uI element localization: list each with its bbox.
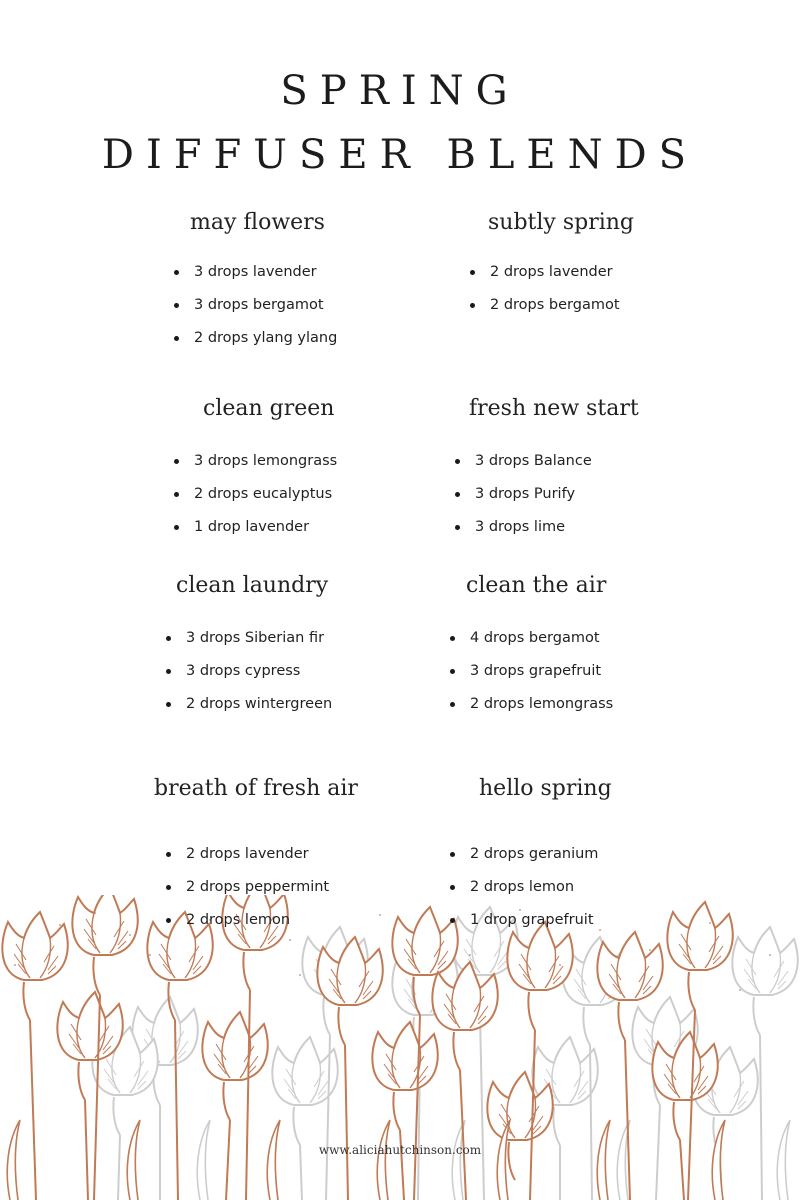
blend-title: clean green xyxy=(203,396,335,421)
ingredient-item: 3 drops lemongrass xyxy=(172,445,483,478)
ingredient-item: 3 drops grapefruit xyxy=(448,655,746,688)
ingredient-item: 3 drops lavender xyxy=(172,256,470,289)
blend-title: clean the air xyxy=(466,573,607,598)
page-title-line-1: SPRING xyxy=(280,68,520,114)
ingredient-item: 3 drops bergamot xyxy=(172,289,470,322)
ingredient-item: 2 drops ylang ylang xyxy=(172,322,470,355)
blend-title: fresh new start xyxy=(469,396,639,421)
ingredient-list xyxy=(448,622,746,721)
blend-title: hello spring xyxy=(479,776,612,801)
ingredient-item: 2 drops lemongrass xyxy=(448,688,746,721)
ingredient-item: 2 drops lavender xyxy=(164,838,434,871)
blend-breath-of-fresh-air xyxy=(154,776,434,937)
ingredient-item: 1 drop grapefruit xyxy=(448,904,759,937)
ingredient-list xyxy=(164,838,434,937)
blend-title: breath of fresh air xyxy=(154,776,358,801)
ingredient-list xyxy=(172,445,483,544)
ingredient-item: 3 drops Balance xyxy=(453,445,749,478)
ingredient-item: 3 drops Siberian fir xyxy=(164,622,456,655)
footer-website: www.aliciahutchinson.com xyxy=(318,1143,482,1157)
ingredient-item: 2 drops bergamot xyxy=(468,289,768,322)
ingredient-item: 3 drops lime xyxy=(453,511,749,544)
ingredient-item: 2 drops lemon xyxy=(164,904,434,937)
ingredient-list xyxy=(448,838,759,937)
ingredient-item: 3 drops Purify xyxy=(453,478,749,511)
blend-clean-green xyxy=(194,396,483,544)
blend-may-flowers xyxy=(190,210,470,355)
ingredient-item: 2 drops lavender xyxy=(468,256,768,289)
blend-clean-the-air xyxy=(466,573,746,721)
blend-hello-spring xyxy=(470,776,759,937)
ingredient-item: 2 drops eucalyptus xyxy=(172,478,483,511)
ingredient-item: 1 drop lavender xyxy=(172,511,483,544)
ingredient-list xyxy=(172,256,470,355)
blend-title: may flowers xyxy=(190,210,325,235)
page-title-line-2: DIFFUSER BLENDS xyxy=(101,132,699,178)
blend-fresh-new-start xyxy=(469,396,749,544)
blend-title: clean laundry xyxy=(176,573,329,598)
ingredient-list xyxy=(468,256,768,322)
ingredient-item: 2 drops peppermint xyxy=(164,871,434,904)
blend-title: subtly spring xyxy=(488,210,635,235)
ingredient-list xyxy=(164,622,456,721)
ingredient-item: 2 drops wintergreen xyxy=(164,688,456,721)
ingredient-item: 3 drops cypress xyxy=(164,655,456,688)
blend-subtly-spring xyxy=(488,210,768,322)
blend-clean-laundry xyxy=(176,573,456,721)
ingredient-list xyxy=(453,445,749,544)
ingredient-item: 2 drops lemon xyxy=(448,871,759,904)
ingredient-item: 4 drops bergamot xyxy=(448,622,746,655)
ingredient-item: 2 drops geranium xyxy=(448,838,759,871)
